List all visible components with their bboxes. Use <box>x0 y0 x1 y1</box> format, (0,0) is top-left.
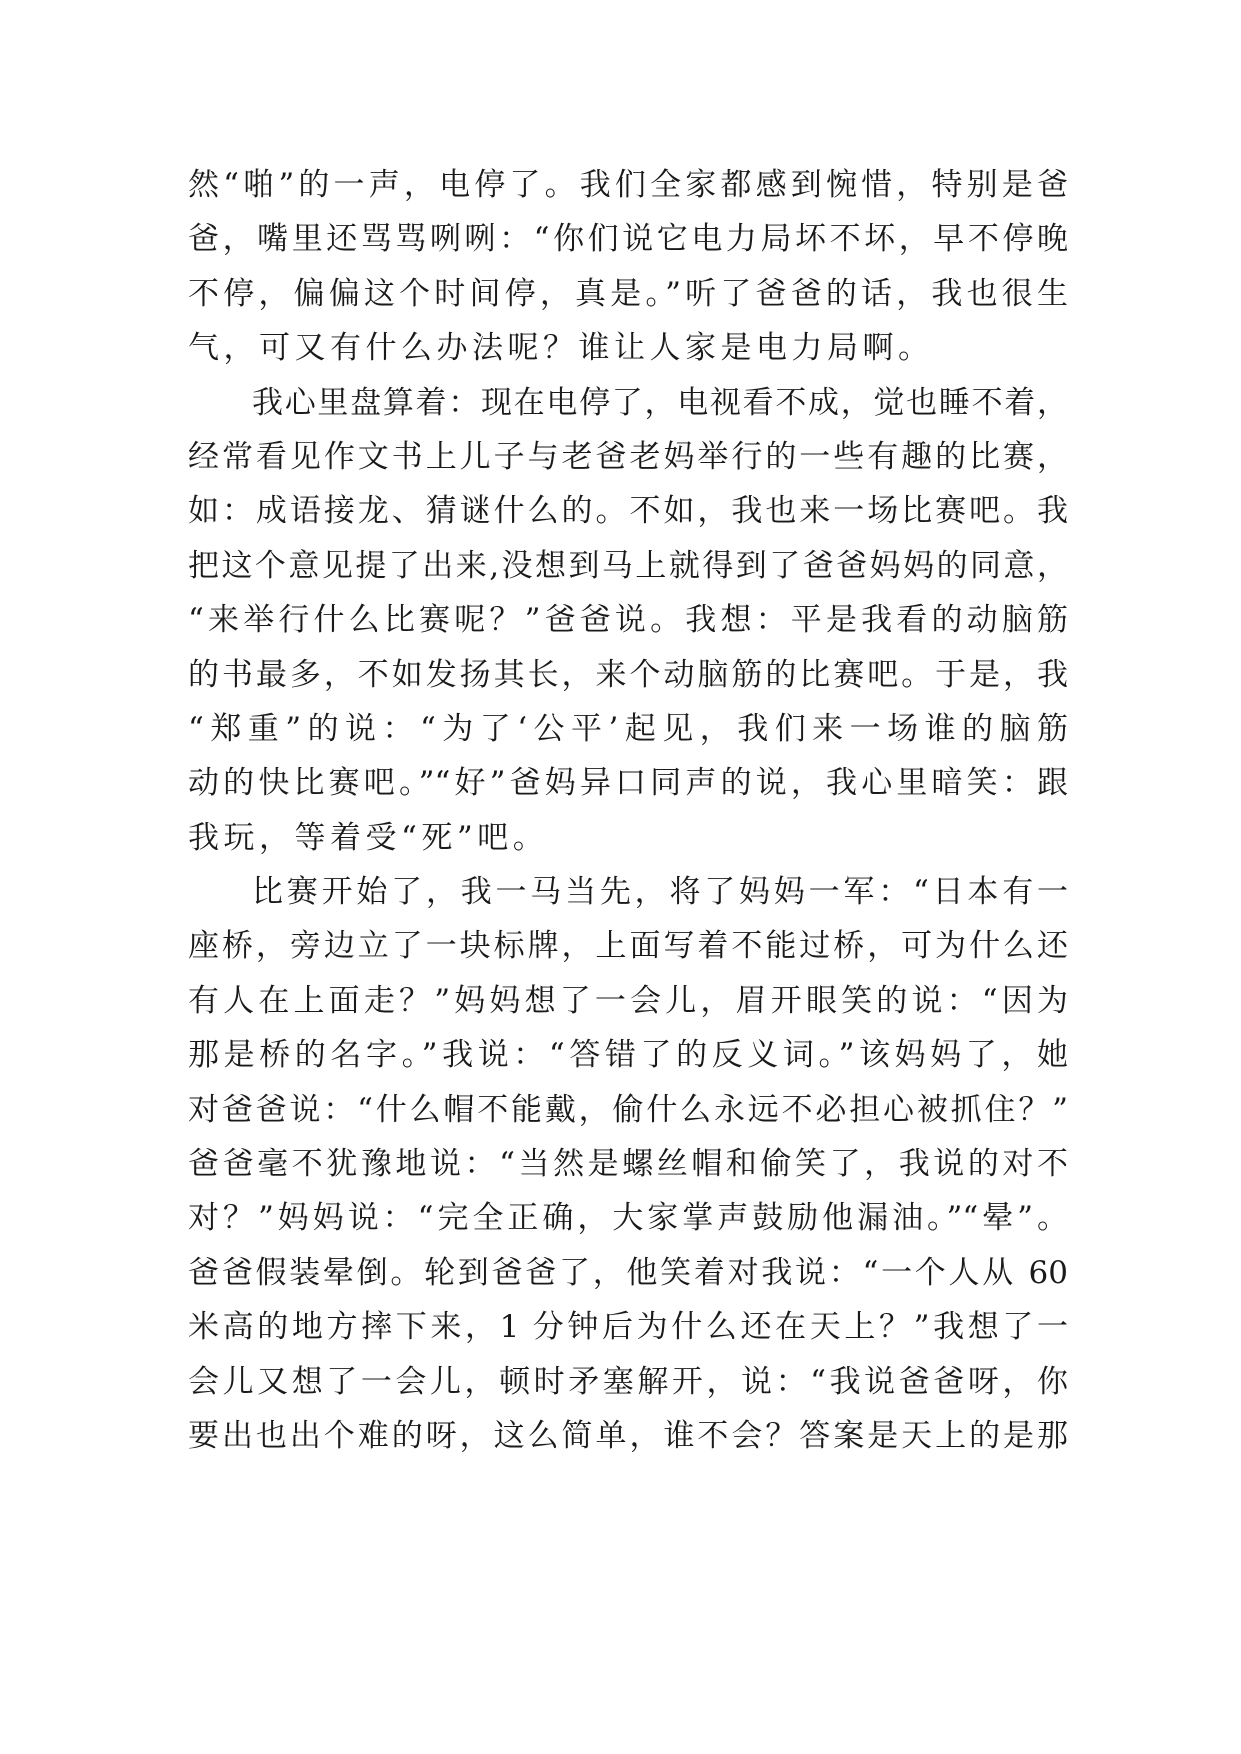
text-line: 的书最多，不如发扬其长，来个动脑筋的比赛吧。于是，我 <box>188 656 1068 693</box>
body-text <box>188 158 1068 1463</box>
text-line: 爸，嘴里还骂骂咧咧：“你们说它电力局坏不坏，早不停晚 <box>188 221 1068 258</box>
text-line: 气，可又有什么办法呢？谁让人家是电力局啊。 <box>188 330 934 367</box>
text-line: 对？”妈妈说：“完全正确，大家掌声鼓励他漏油。”“晕”。 <box>188 1200 1068 1237</box>
text-line: 爸爸毫不犹豫地说：“当然是螺丝帽和偷笑了，我说的对不 <box>188 1146 1068 1183</box>
text-line: 然“啪”的一声，电停了。我们全家都感到惋惜，特别是爸 <box>188 167 1068 203</box>
text-line: 我玩，等着受“死”吧。 <box>188 819 549 856</box>
text-line: “郑重”的说：“为了‘公平’起见，我们来一场谁的脑筋 <box>188 710 1068 747</box>
text-line: 不停，偏偏这个时间停，真是。”听了爸爸的话，我也很生 <box>188 275 1068 312</box>
paragraph-first-line: 我心里盘算着：现在电停了，电视看不成，觉也睡不着， <box>252 384 1068 421</box>
text-line: 有人在上面走？”妈妈想了一会儿，眉开眼笑的说：“因为 <box>188 982 1068 1019</box>
text-line: 把这个意见提了出来,没想到马上就得到了爸爸妈妈的同意， <box>188 547 1068 584</box>
paragraph-first-line: 比赛开始了，我一马当先，将了妈妈一军：“日本有一 <box>252 874 1068 911</box>
text-line: 要出也出个难的呀，这么简单，谁不会？答案是天上的是那 <box>188 1417 1068 1454</box>
text-line: “来举行什么比赛呢？”爸爸说。我想：平是我看的动脑筋 <box>188 602 1068 639</box>
text-line: 会儿又想了一会儿，顿时矛塞解开，说：“我说爸爸呀，你 <box>188 1363 1068 1400</box>
text-line: 那是桥的名字。”我说：“答错了的反义词。”该妈妈了，她 <box>188 1037 1068 1074</box>
text-line: 经常看见作文书上儿子与老爸老妈举行的一些有趣的比赛， <box>188 438 1068 475</box>
text-line: 对爸爸说：“什么帽不能戴，偷什么永远不必担心被抓住？” <box>188 1091 1068 1128</box>
text-line: 动的快比赛吧。”“好”爸妈异口同声的说，我心里暗笑：跟 <box>188 765 1068 802</box>
text-line: 如：成语接龙、猜谜什么的。不如，我也来一场比赛吧。我 <box>188 493 1068 530</box>
text-line: 米高的地方摔下来，1 分钟后为什么还在天上？”我想了一 <box>188 1309 1068 1346</box>
text-line: 座桥，旁边立了一块标牌，上面写着不能过桥，可为什么还 <box>188 928 1068 965</box>
text-line: 爸爸假装晕倒。轮到爸爸了，他笑着对我说：“一个人从 60 <box>188 1254 1068 1291</box>
